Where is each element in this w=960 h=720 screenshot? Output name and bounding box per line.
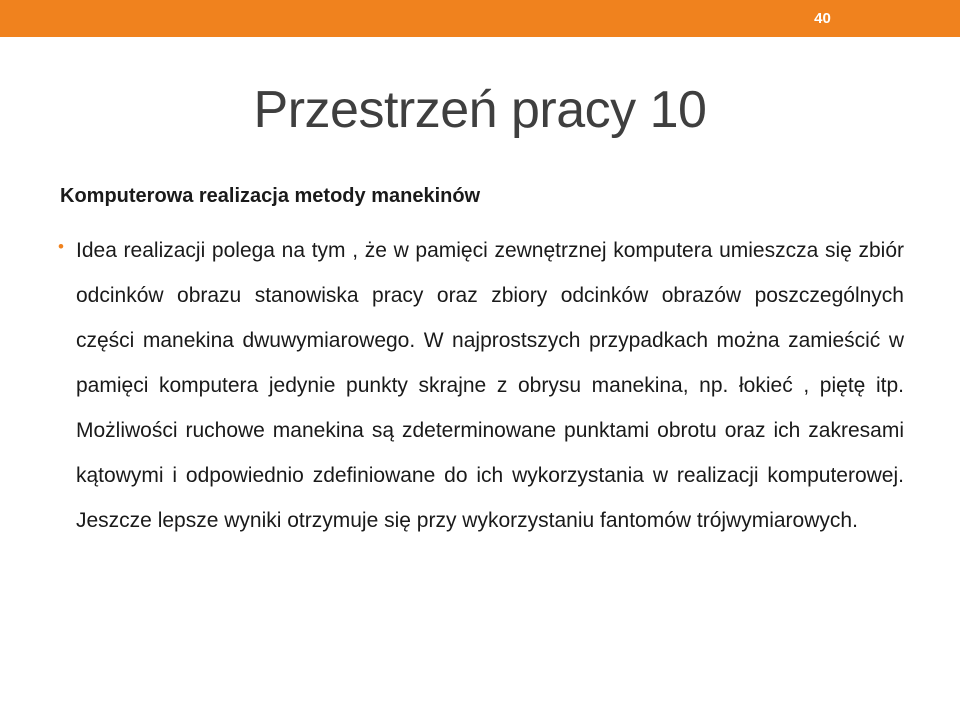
bullet-marker-icon: • [58, 237, 64, 256]
bullet-text: Idea realizacji polega na tym , że w pamięci zewnętrznej komputera umieszcza się zbiór odcinków obrazu stanowiska pracy oraz zbiory odcinków obrazów poszczególnych części manekina dwuwymiarowego. W najprostszych przypadkach można zamieścić w pamięci komputera jedynie punkty skrajne z obrysu manekina, np. łokieć , piętę itp. Możliwości ruchowe manekina są zdeterminowane punktami obrotu oraz ich zakresami kątowymi i odpowiednio zdefiniowane do ich wykorzystania w realizacji komputerowej. Jeszcze lepsze wyniki otrzymuje się przy wykorzystaniu fantomów trójwymiarowych. [76, 239, 904, 532]
bullet-list [58, 228, 904, 543]
bullet-item [58, 228, 904, 543]
slide-number: 40 [814, 10, 831, 27]
slide-title: Przestrzeń pracy 10 [253, 81, 707, 139]
top-accent-bar [0, 0, 960, 37]
slide-subtitle: Komputerowa realizacja metody manekinów [60, 185, 481, 207]
